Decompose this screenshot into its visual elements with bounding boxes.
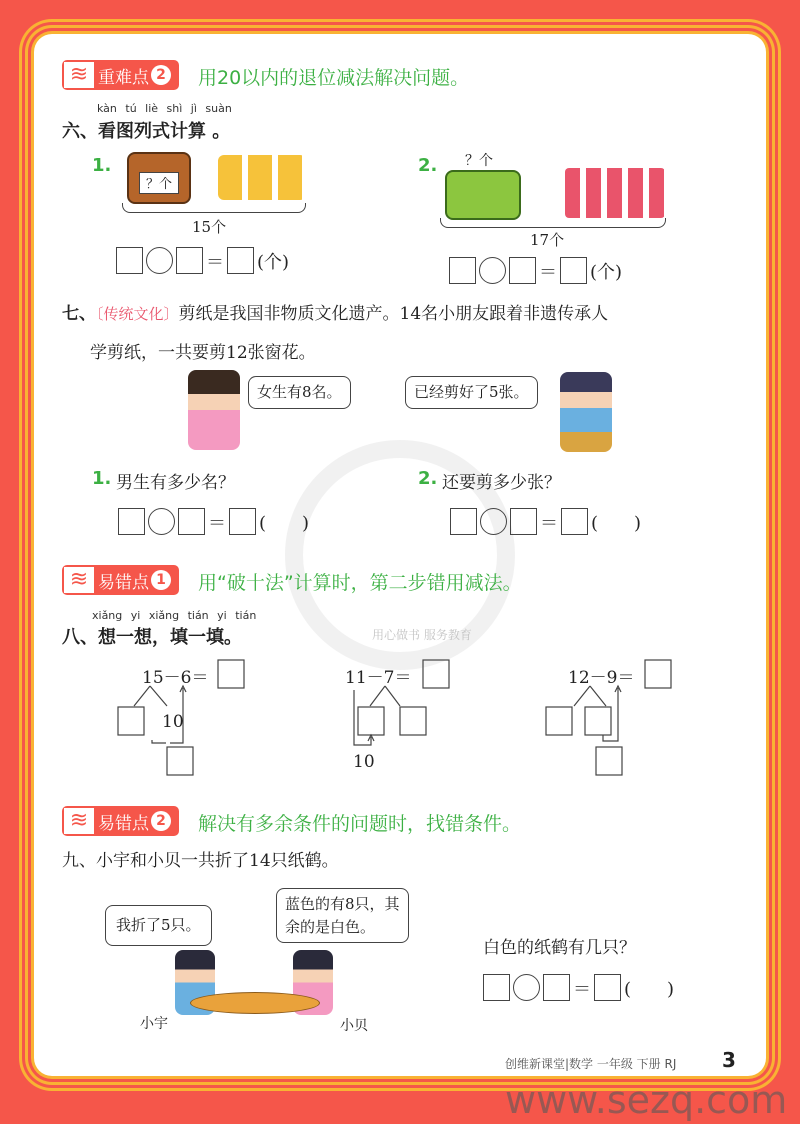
- badge-number: 1: [151, 570, 171, 590]
- name-label: 小贝: [340, 1018, 368, 1034]
- problem-number: 1.: [92, 155, 112, 176]
- problem-text: 男生有多少名？: [116, 473, 235, 493]
- expression: 11－7＝: [345, 668, 412, 688]
- unit-label: (个): [257, 251, 290, 273]
- total-label: 15个: [192, 218, 227, 236]
- problem-number: 2.: [418, 155, 438, 176]
- problem-text: 还要剪多少张？: [442, 473, 561, 493]
- answer-box[interactable]: [483, 974, 510, 1001]
- waves-icon: ≋: [64, 62, 94, 88]
- answer-box[interactable]: [543, 974, 570, 1001]
- bubble-line: 余的是白色。: [285, 917, 376, 936]
- speech-bubble: 我折了5只。: [105, 905, 212, 946]
- answer-equation: ＝ ( ): [450, 508, 641, 535]
- chest-label: ？个: [139, 172, 179, 194]
- question-number: 七、: [62, 304, 96, 324]
- unknown-label: ？个: [465, 153, 493, 169]
- question-text: 学剪纸，一共要剪12张窗花。: [90, 343, 316, 363]
- badge-number: 2: [151, 811, 171, 831]
- speech-bubble: [276, 888, 409, 943]
- book-info: 创维新课堂|数学 一年级 下册 RJ: [505, 1057, 677, 1071]
- expression: 15－6＝: [142, 668, 209, 688]
- answer-equation: ＝ ( ): [118, 508, 309, 535]
- operator-circle[interactable]: [513, 974, 540, 1001]
- section-title: 用“破十法”计算时，第二步错用减法。: [198, 572, 522, 594]
- unit-label: ( ): [591, 512, 642, 534]
- question-heading: 九、小宇和小贝一共折了14只纸鹤。: [62, 851, 339, 871]
- total-label: 17个: [530, 231, 565, 249]
- waves-icon: ≋: [64, 808, 94, 834]
- problem-text: 白色的纸鹤有几只？: [483, 938, 636, 958]
- unit-label: ( ): [624, 978, 675, 1000]
- pinyin: xiǎng yi xiǎng tián yi tián: [92, 609, 257, 622]
- section-title: 用20以内的退位减法解决问题。: [198, 67, 470, 89]
- problem-number: 1.: [92, 468, 112, 489]
- ten-label: 10: [162, 712, 184, 732]
- question-heading: 八、想一想，填一填。: [62, 627, 242, 648]
- answer-equation: ＝ (个): [449, 257, 622, 284]
- answer-equation: ＝ (个): [116, 247, 289, 274]
- ten-label: 10: [353, 752, 375, 772]
- pinyin: kàn tú liè shì jì suàn: [97, 102, 232, 115]
- bubble-line: 蓝色的有8只，其: [285, 895, 400, 913]
- badge-label: 易错点: [98, 813, 149, 834]
- unit-label: ( ): [259, 512, 310, 534]
- answer-equation: ＝ ( ): [483, 974, 674, 1001]
- speech-bubble: 女生有8名。: [248, 376, 351, 409]
- unit-label: (个): [590, 261, 623, 283]
- waves-icon: ≋: [64, 567, 94, 593]
- problem-number: 2.: [418, 468, 438, 489]
- name-label: 小宇: [140, 1016, 168, 1032]
- site-watermark: www.sezq.com: [505, 1078, 788, 1122]
- badge-number: 2: [151, 65, 171, 85]
- question-text: 剪纸是我国非物质文化遗产。14名小朋友跟着非遗传承人: [178, 304, 609, 324]
- section-title: 解决有多余条件的问题时，找错条件。: [198, 813, 522, 835]
- table-with-paper-cranes: [190, 992, 320, 1014]
- culture-tag: 〔传统文化〕: [96, 305, 179, 323]
- watermark-motto: 用心做书 服务教育: [372, 628, 472, 642]
- mistake-point-badge: [62, 806, 179, 836]
- badge-label: 易错点: [98, 572, 149, 593]
- expression: 12－9＝: [568, 668, 635, 688]
- speech-bubble: 已经剪好了5张。: [405, 376, 538, 409]
- question-heading: 六、看图列式计算 。: [62, 121, 231, 142]
- page-number: 3: [722, 1048, 736, 1072]
- badge-label: 重难点: [98, 67, 149, 88]
- answer-box[interactable]: [594, 974, 621, 1001]
